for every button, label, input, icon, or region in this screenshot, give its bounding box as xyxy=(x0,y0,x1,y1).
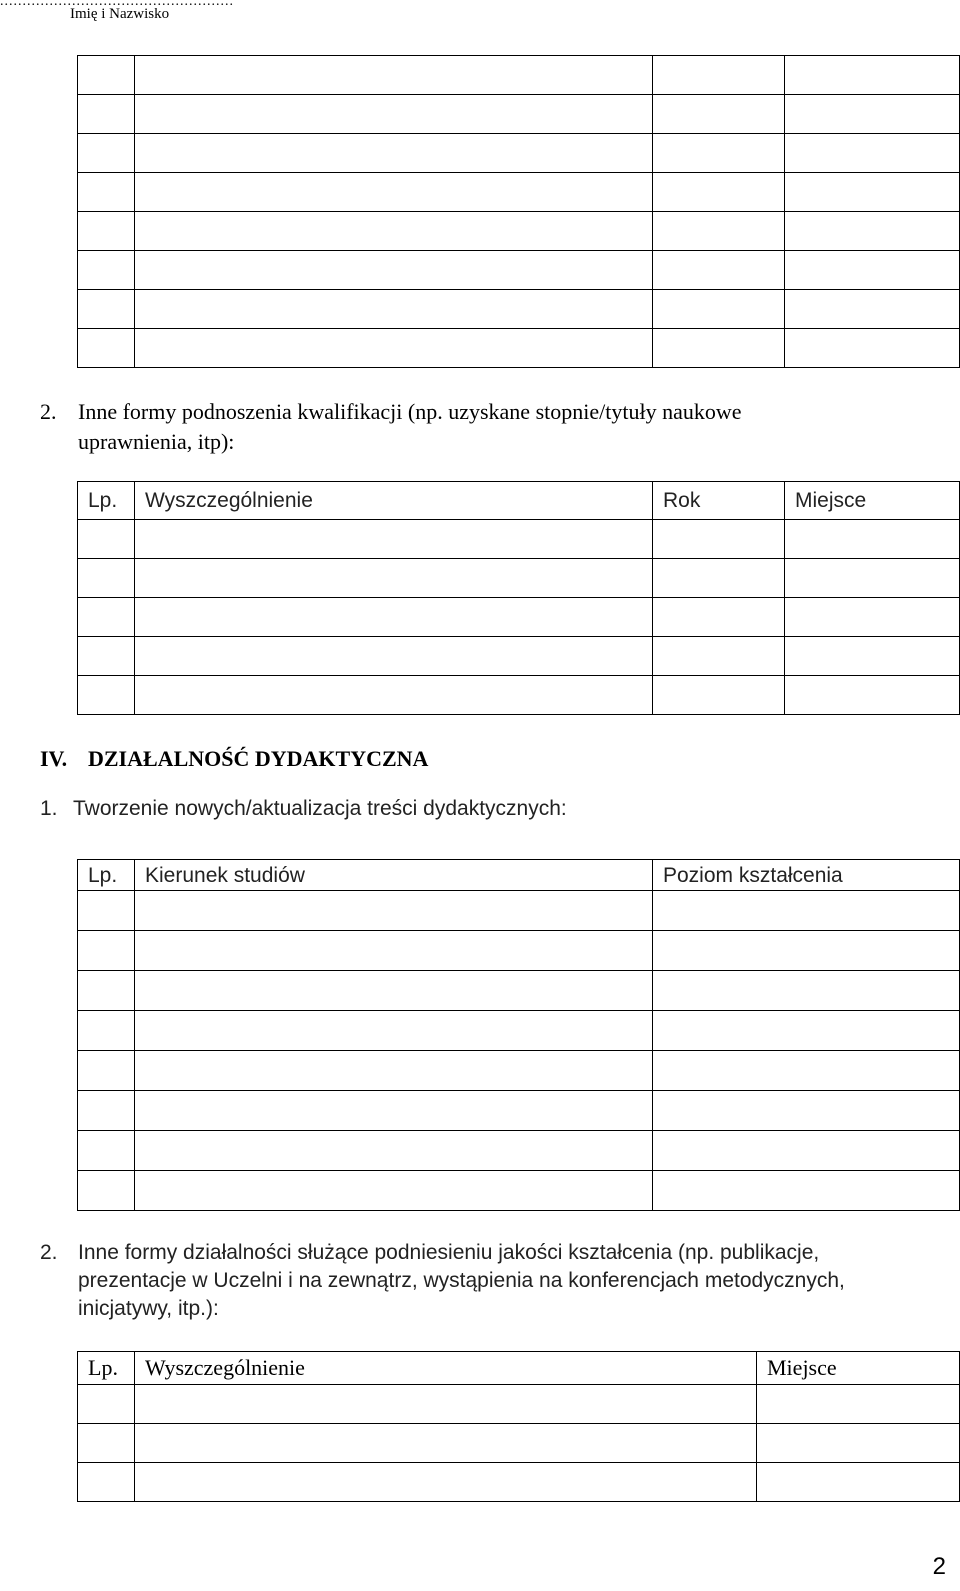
table-cell[interactable] xyxy=(135,56,653,95)
table-cell[interactable] xyxy=(653,931,960,971)
table-row xyxy=(78,520,960,559)
section-number: IV. xyxy=(40,746,68,771)
table-activities-body xyxy=(78,1352,960,1502)
item-text-line-1: Inne formy podnoszenia kwalifikacji (np. uzyskane stopnie/tytuły naukowe xyxy=(78,399,742,424)
table-cell[interactable] xyxy=(653,598,785,637)
table-row xyxy=(78,1051,960,1091)
item-text-line-3: inicjatywy, itp.): xyxy=(78,1297,219,1320)
table-top-body xyxy=(78,56,960,368)
table-cell[interactable] xyxy=(78,559,135,598)
table-cell[interactable] xyxy=(653,971,960,1011)
table-cell[interactable] xyxy=(135,520,653,559)
table-cell[interactable] xyxy=(785,559,960,598)
table-cell[interactable] xyxy=(78,1051,135,1091)
item-text-line-2: prezentacje w Uczelni i na zewnątrz, wystąpienia na konferencjach metodycznych, xyxy=(78,1269,845,1292)
table-cell[interactable] xyxy=(78,931,135,971)
table-row xyxy=(78,971,960,1011)
table-row xyxy=(78,1385,960,1424)
column-header: Lp. xyxy=(78,1352,135,1385)
table-cell[interactable] xyxy=(785,56,960,95)
table-row xyxy=(78,212,960,251)
table-cell[interactable] xyxy=(653,95,785,134)
table-cell[interactable] xyxy=(785,637,960,676)
table-qualifications xyxy=(77,481,960,715)
table-row xyxy=(78,1091,960,1131)
table-activities xyxy=(77,1351,960,1502)
table-cell[interactable] xyxy=(757,1463,960,1502)
table-top xyxy=(77,55,960,368)
item-text-line-1: Inne formy działalności służące podniesieniu jakości kształcenia (np. publikacje, xyxy=(78,1241,820,1264)
table-cell[interactable] xyxy=(135,1131,653,1171)
column-header: Wyszczególnienie xyxy=(135,482,653,520)
table-cell[interactable] xyxy=(785,173,960,212)
table-row xyxy=(78,891,960,931)
table-cell[interactable] xyxy=(653,1131,960,1171)
column-header: Poziom kształcenia xyxy=(653,860,960,891)
table-cell[interactable] xyxy=(785,290,960,329)
column-header: Lp. xyxy=(78,482,135,520)
table-courses xyxy=(77,859,960,1211)
table-cell[interactable] xyxy=(653,520,785,559)
table-cell[interactable] xyxy=(653,290,785,329)
table-row xyxy=(78,329,960,368)
item-number: 2. xyxy=(40,1241,58,1264)
table-cell[interactable] xyxy=(135,931,653,971)
table-row xyxy=(78,56,960,95)
table-cell[interactable] xyxy=(135,1171,653,1211)
table-cell[interactable] xyxy=(653,134,785,173)
table-cell[interactable] xyxy=(135,559,653,598)
table-cell[interactable] xyxy=(78,1011,135,1051)
table-cell[interactable] xyxy=(135,1011,653,1051)
table-cell[interactable] xyxy=(78,1424,135,1463)
table-cell[interactable] xyxy=(653,212,785,251)
table-cell[interactable] xyxy=(78,329,135,368)
table-row xyxy=(78,1463,960,1502)
table-cell[interactable] xyxy=(78,56,135,95)
table-cell[interactable] xyxy=(78,598,135,637)
table-cell[interactable] xyxy=(78,95,135,134)
table-qualifications-body xyxy=(78,482,960,715)
table-cell[interactable] xyxy=(757,1385,960,1424)
table-cell[interactable] xyxy=(653,1171,960,1211)
table-cell[interactable] xyxy=(78,676,135,715)
table-row xyxy=(78,251,960,290)
item-other-activities xyxy=(40,1238,960,1328)
table-cell[interactable] xyxy=(785,212,960,251)
table-cell[interactable] xyxy=(653,56,785,95)
item-number: 2. xyxy=(40,399,57,424)
table-cell[interactable] xyxy=(78,1385,135,1424)
table-cell[interactable] xyxy=(78,520,135,559)
table-cell[interactable] xyxy=(78,290,135,329)
table-header-row xyxy=(78,1352,960,1385)
item-number: 1. xyxy=(40,797,58,820)
table-cell[interactable] xyxy=(78,1463,135,1502)
column-header: Wyszczególnienie xyxy=(135,1352,757,1385)
column-header: Miejsce xyxy=(757,1352,960,1385)
table-cell[interactable] xyxy=(135,1463,757,1502)
table-row xyxy=(78,676,960,715)
table-cell[interactable] xyxy=(135,251,653,290)
item-other-qualifications xyxy=(40,397,940,457)
table-cell[interactable] xyxy=(785,134,960,173)
table-cell[interactable] xyxy=(78,1171,135,1211)
table-row xyxy=(78,637,960,676)
table-row xyxy=(78,1424,960,1463)
item-text: Tworzenie nowych/aktualizacja treści dydaktycznych: xyxy=(73,797,567,820)
table-row xyxy=(78,1171,960,1211)
table-cell[interactable] xyxy=(653,891,960,931)
table-cell[interactable] xyxy=(653,676,785,715)
table-cell[interactable] xyxy=(78,637,135,676)
column-header: Lp. xyxy=(78,860,135,891)
table-cell[interactable] xyxy=(653,1011,960,1051)
item-text-line-2: uprawnienia, itp): xyxy=(78,429,235,454)
column-header: Kierunek studiów xyxy=(135,860,653,891)
table-cell[interactable] xyxy=(135,1424,757,1463)
table-header-row xyxy=(78,482,960,520)
page-number: 2 xyxy=(932,1553,946,1580)
table-cell[interactable] xyxy=(135,891,653,931)
table-cell[interactable] xyxy=(135,173,653,212)
table-cell[interactable] xyxy=(135,637,653,676)
table-row xyxy=(78,95,960,134)
table-cell[interactable] xyxy=(653,251,785,290)
table-cell[interactable] xyxy=(653,1091,960,1131)
table-cell[interactable] xyxy=(785,676,960,715)
table-row xyxy=(78,173,960,212)
table-cell[interactable] xyxy=(135,598,653,637)
name-label: Imię i Nazwisko xyxy=(70,6,170,22)
table-cell[interactable] xyxy=(135,134,653,173)
table-cell[interactable] xyxy=(135,1091,653,1131)
table-cell[interactable] xyxy=(135,1051,653,1091)
table-header-row xyxy=(78,860,960,891)
table-cell[interactable] xyxy=(78,212,135,251)
table-cell[interactable] xyxy=(785,329,960,368)
table-cell[interactable] xyxy=(785,520,960,559)
table-cell[interactable] xyxy=(78,173,135,212)
table-cell[interactable] xyxy=(653,637,785,676)
table-cell[interactable] xyxy=(653,1051,960,1091)
section-title: DZIAŁALNOŚĆ DYDAKTYCZNA xyxy=(88,746,429,771)
table-cell[interactable] xyxy=(785,251,960,290)
table-row xyxy=(78,1011,960,1051)
table-cell[interactable] xyxy=(785,598,960,637)
table-cell[interactable] xyxy=(135,95,653,134)
table-cell[interactable] xyxy=(135,676,653,715)
item-content-creation xyxy=(40,794,940,824)
table-cell[interactable] xyxy=(78,1091,135,1131)
name-dotted-line: .................................................... xyxy=(0,0,234,9)
table-cell[interactable] xyxy=(653,329,785,368)
table-cell[interactable] xyxy=(653,173,785,212)
table-cell[interactable] xyxy=(135,212,653,251)
table-row xyxy=(78,134,960,173)
table-cell[interactable] xyxy=(78,134,135,173)
table-row xyxy=(78,1131,960,1171)
table-cell[interactable] xyxy=(135,329,653,368)
table-cell[interactable] xyxy=(653,559,785,598)
column-header: Rok xyxy=(653,482,785,520)
table-courses-body xyxy=(78,860,960,1211)
table-cell[interactable] xyxy=(135,971,653,1011)
table-row xyxy=(78,931,960,971)
table-row xyxy=(78,559,960,598)
table-cell[interactable] xyxy=(785,95,960,134)
table-cell[interactable] xyxy=(757,1424,960,1463)
table-cell[interactable] xyxy=(78,1131,135,1171)
table-row xyxy=(78,598,960,637)
column-header: Miejsce xyxy=(785,482,960,520)
table-cell[interactable] xyxy=(78,891,135,931)
table-cell[interactable] xyxy=(78,251,135,290)
table-cell[interactable] xyxy=(135,290,653,329)
table-cell[interactable] xyxy=(78,971,135,1011)
table-cell[interactable] xyxy=(135,1385,757,1424)
table-row xyxy=(78,290,960,329)
